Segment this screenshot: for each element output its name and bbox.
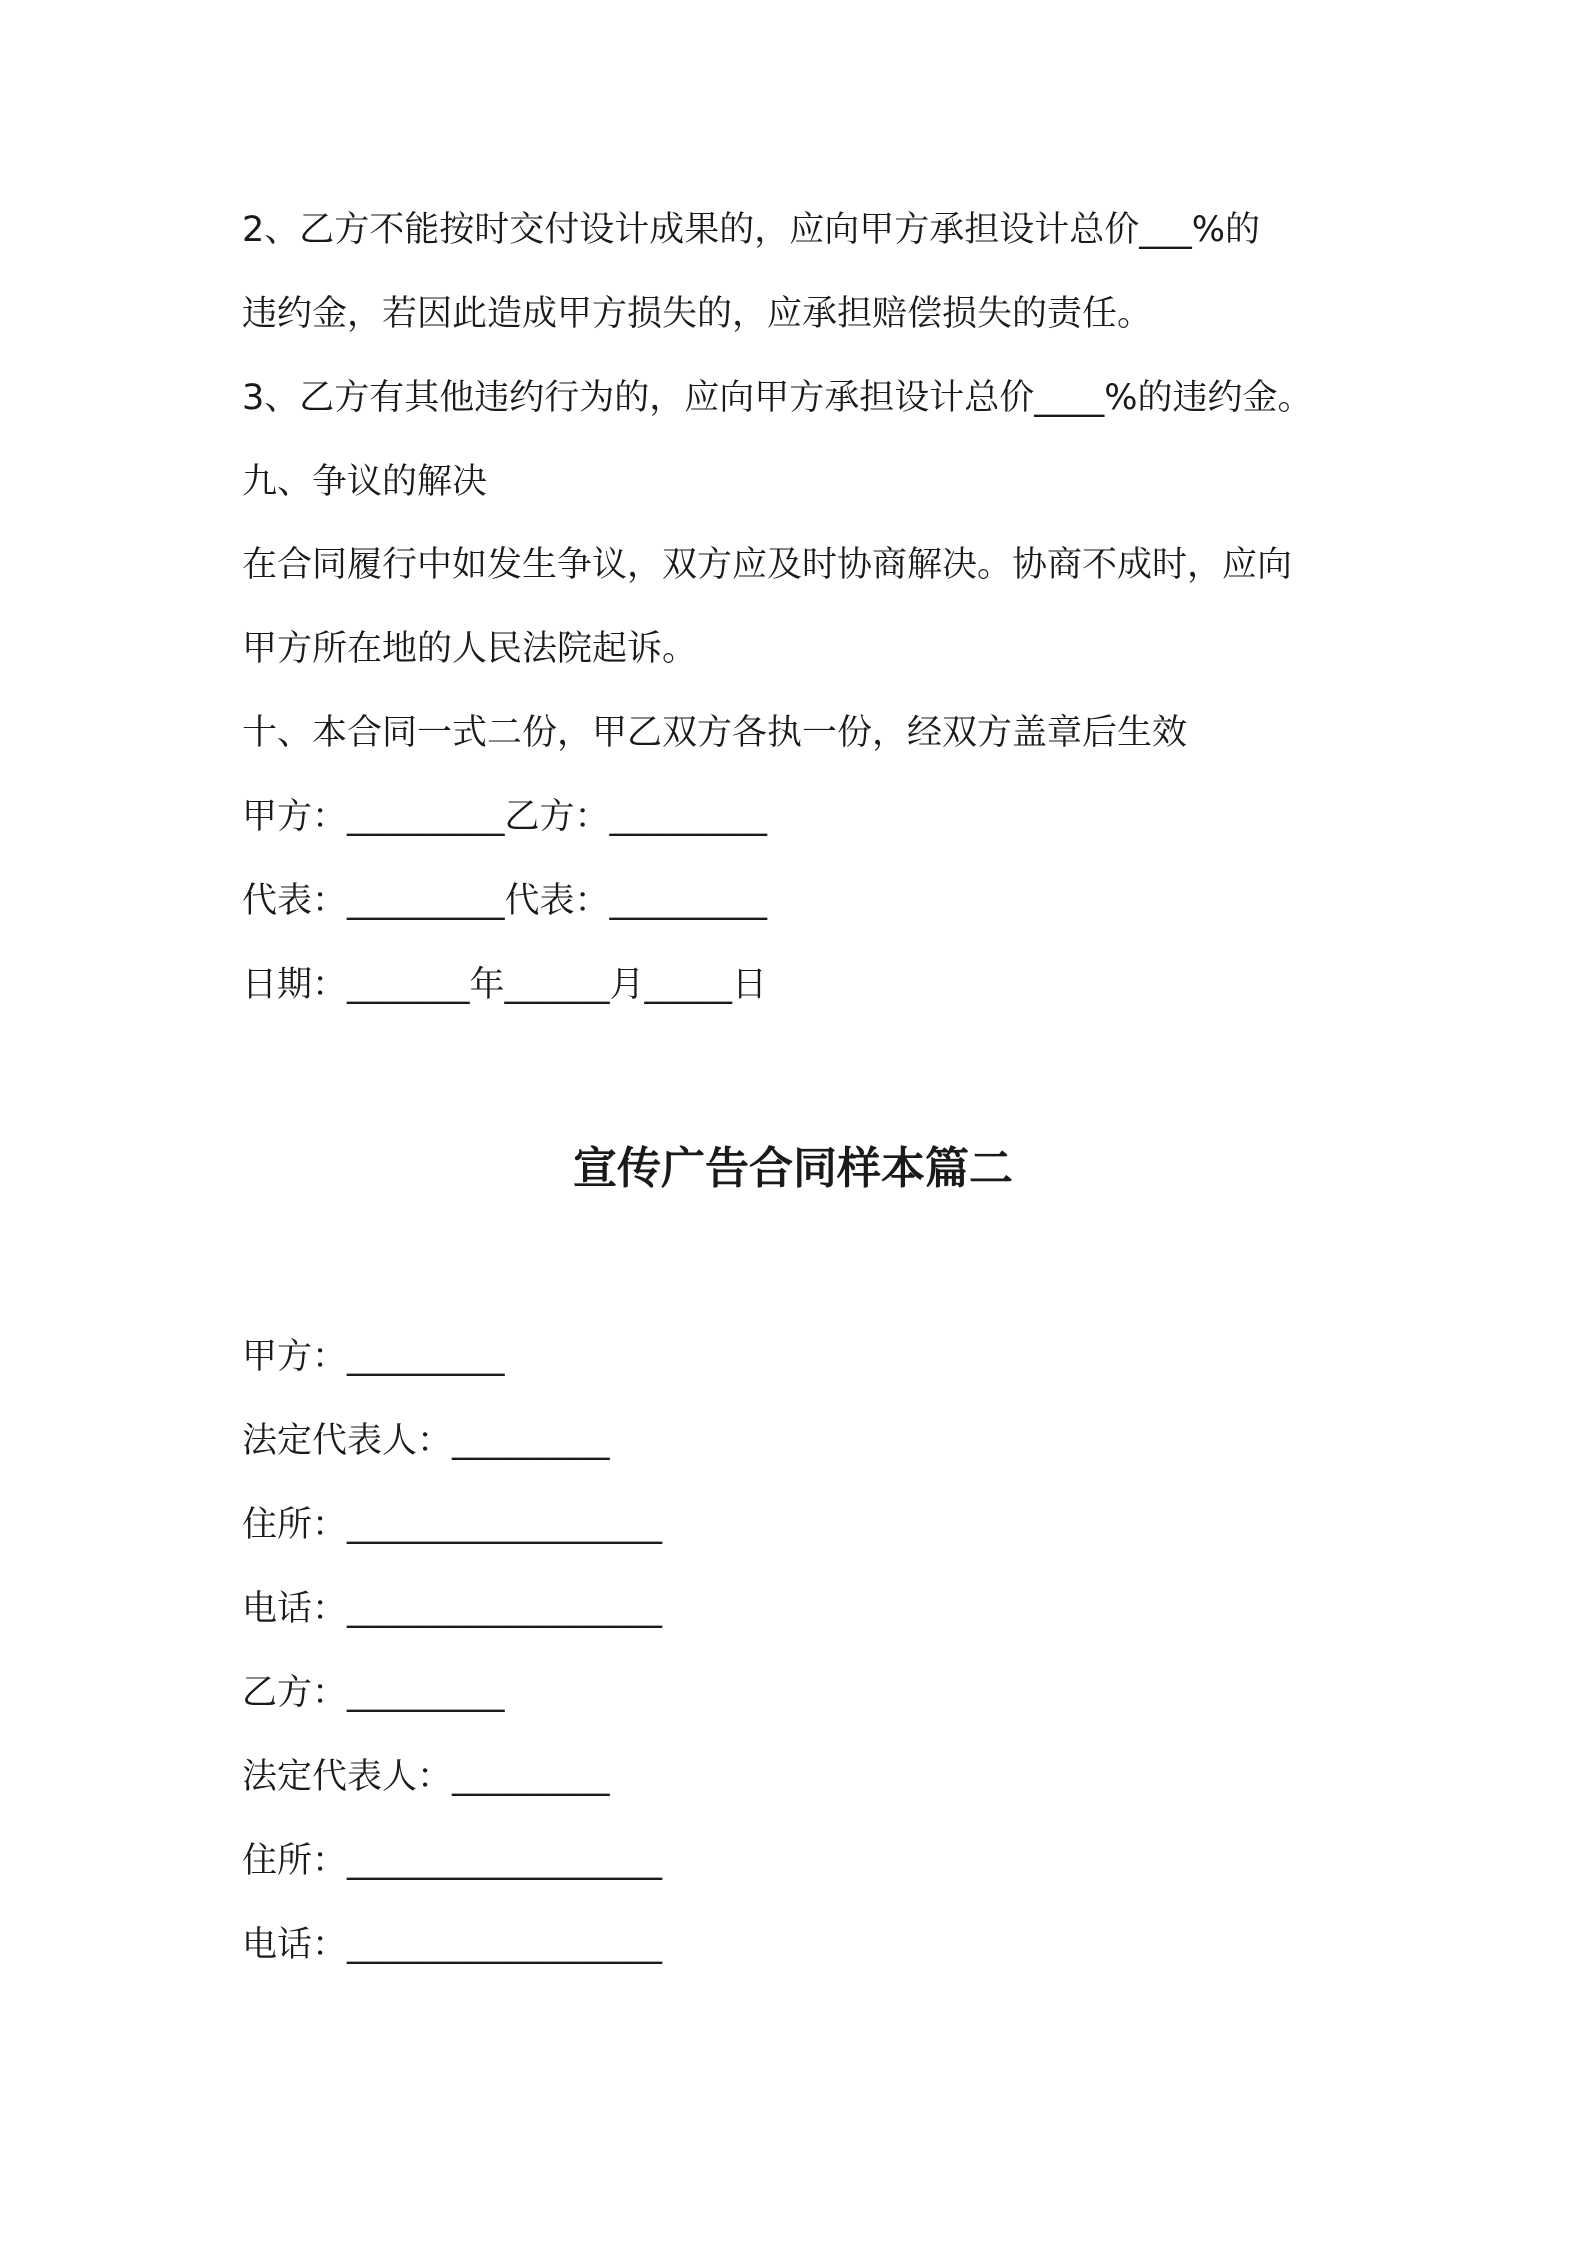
party-b-phone-field: 电话：__________________ (242, 1925, 663, 1965)
party-signature-line: 甲方：_________乙方：_________ (242, 797, 768, 837)
dispute-line-2: 甲方所在地的人民法院起诉。 (242, 629, 698, 669)
date-line: 日期：_______年______月_____日 (242, 965, 768, 1005)
clause-2-line-1: 2、乙方不能按时交付设计成果的，应向甲方承担设计总价___%的 (242, 210, 1261, 250)
party-b-address-field: 住所：__________________ (242, 1841, 663, 1881)
party-a-address-field: 住所：__________________ (242, 1505, 663, 1545)
party-a-legal-rep-field: 法定代表人：_________ (242, 1421, 610, 1461)
party-a-phone-field: 电话：__________________ (242, 1589, 663, 1629)
section-10: 十、本合同一式二份，甲乙双方各执一份，经双方盖章后生效 (242, 713, 1188, 753)
representative-signature-line: 代表：_________代表：_________ (242, 881, 768, 921)
party-b-legal-rep-field: 法定代表人：_________ (242, 1757, 610, 1797)
clause-2-line-2: 违约金，若因此造成甲方损失的，应承担赔偿损失的责任。 (242, 294, 1153, 334)
clause-3: 3、乙方有其他违约行为的，应向甲方承担设计总价____%的违约金。 (242, 378, 1313, 418)
section-2-title: 宣传广告合同样本篇二 (573, 1143, 1013, 1194)
dispute-line-1: 在合同履行中如发生争议，双方应及时协商解决。协商不成时，应向 (242, 545, 1293, 585)
section-9-heading: 九、争议的解决 (242, 462, 488, 502)
party-a-field: 甲方：_________ (242, 1337, 505, 1377)
party-b-field: 乙方：_________ (242, 1673, 505, 1713)
